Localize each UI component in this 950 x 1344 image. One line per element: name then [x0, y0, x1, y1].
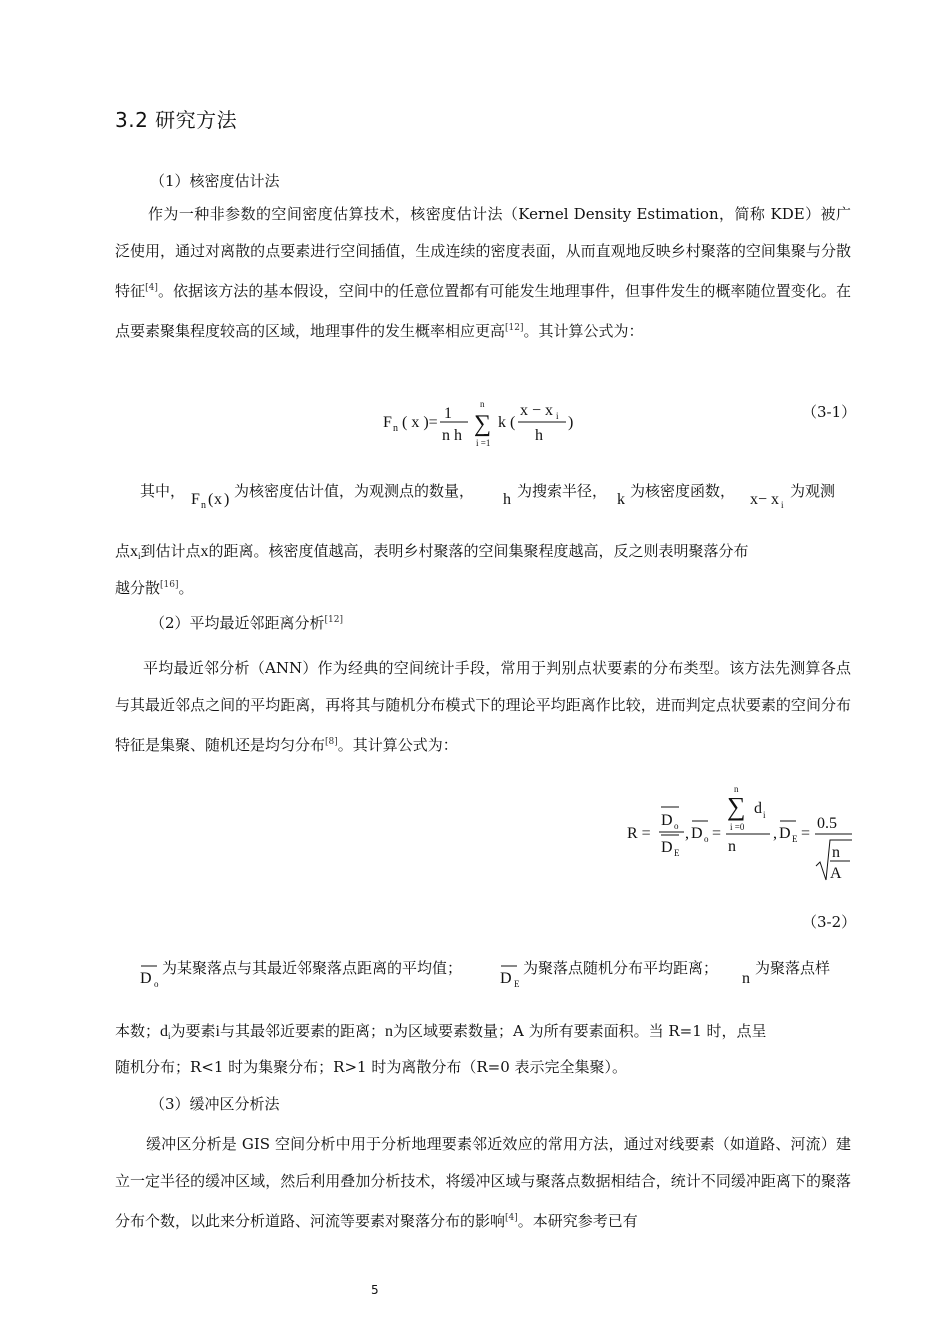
ann-para-a: 平均最近邻分析（ANN）作为经典的空间统计手段，常用于判别点状要素的分布类型。该方法先测算各点与其最近邻点之间的平均距离，再将其与随机分布模式下的理论平均距离作比较，进而判定点状要素的空间分布特征是集聚、随机还是均匀分布	[115, 659, 851, 754]
kde-where2-b: 到估计点	[140, 542, 201, 560]
svg-text:o: o	[704, 834, 709, 844]
svg-text:,: ,	[773, 825, 777, 842]
kde-para1-a: 作为一种非参数的空间密度估算技术，核密度估计法（Kernel Density Estimation，简称 KDE）被广泛使用，通过对离散的点要素进行空间插值，生成连续的密度表面，从而直观地反映乡村聚落的空间集聚与分散特征	[115, 205, 851, 300]
citation: [4]	[145, 283, 158, 293]
svg-text:n: n	[742, 970, 750, 987]
kde-where-lead: 其中，	[140, 482, 186, 500]
symbol-d-e-bar	[497, 958, 525, 990]
ann-paragraph	[115, 650, 851, 764]
ann-title-text: （2）平均最近邻距离分析	[150, 614, 325, 632]
ann-def-t2: 为聚落点随机分布平均距离；	[523, 959, 719, 977]
symbol-x-minus-xi	[745, 482, 791, 512]
kde-where-t2: 为搜索半径，	[517, 482, 608, 500]
svg-text:o: o	[154, 979, 159, 989]
svg-text:D: D	[691, 825, 703, 842]
svg-text:i =1: i =1	[476, 438, 491, 448]
buffer-para-end: 。本研究参考已有	[517, 1212, 638, 1230]
svg-text:i: i	[781, 500, 784, 510]
ann-def2-d: 为区域要素数量；A 为所有要素面积。当 R=1 时，点呈	[393, 1022, 767, 1040]
kde-where-t3: 为核密度函数，	[630, 482, 736, 500]
svg-text:(: (	[208, 491, 214, 508]
svg-text:=: =	[712, 825, 722, 842]
citation: [16]	[160, 580, 179, 590]
kde-where2-c: 的距离。核密度值越高，表明乡村聚落的空间集聚程度越高，反之则表明聚落分布	[208, 542, 749, 560]
ann-def-t1: 为某聚落点与其最近邻聚落点距离的平均值；	[162, 959, 463, 977]
svg-text:i =0: i =0	[730, 822, 745, 832]
svg-text:n h: n h	[442, 427, 462, 444]
kde-where2: 点$x_i$到估计点x的距离。核密度值越高，表明乡村聚落的空间集聚程度越高，反之则表明聚落分布	[115, 542, 749, 561]
svg-text:n: n	[201, 500, 206, 511]
svg-text:i: i	[556, 411, 559, 421]
equation-number: （3-1）	[802, 403, 857, 421]
kde-para1-b: 。依据该方法的基本假设，空间中的任意位置都有可能发生地理事件，但事件发生的概率随位置变化。在点要素聚集程度较高的区域，地理事件的发生概率相应更高	[115, 282, 851, 340]
ann-def2-a: 本数；	[115, 1022, 161, 1040]
svg-text:R =: R =	[627, 825, 651, 842]
svg-text:( x )=: ( x )=	[402, 414, 438, 431]
svg-text:x − x: x − x	[520, 402, 554, 419]
svg-text:=: =	[801, 825, 811, 842]
symbol-fn-x	[188, 482, 234, 512]
svg-text:F: F	[191, 491, 200, 508]
svg-text:,: ,	[685, 825, 689, 842]
svg-text:D: D	[661, 812, 673, 829]
svg-text:D: D	[661, 839, 673, 856]
citation: [8]	[325, 737, 338, 747]
ann-def-t3: 为聚落点样	[755, 959, 831, 977]
svg-text:1: 1	[444, 405, 452, 422]
svg-text:F: F	[383, 414, 392, 431]
svg-text:A: A	[830, 865, 842, 882]
svg-text:d: d	[754, 800, 762, 817]
svg-text:n: n	[728, 838, 736, 855]
symbol-d-o-bar	[137, 958, 165, 990]
svg-text:n: n	[832, 844, 840, 861]
ann-equation	[620, 778, 855, 888]
section-heading: 3.2 研究方法	[115, 108, 238, 132]
kde-where3-text: 越分散	[115, 579, 161, 597]
svg-text:n: n	[734, 784, 739, 794]
equation-number: （3-2）	[802, 913, 857, 931]
ann-title	[150, 612, 343, 633]
svg-text:k (: k (	[498, 414, 516, 431]
svg-text:i: i	[763, 810, 766, 820]
citation: [12]	[324, 615, 344, 625]
kde-equation	[370, 392, 610, 452]
svg-text:∑: ∑	[727, 792, 746, 821]
ann-def2-c: 与其最邻近要素的距离；	[220, 1022, 386, 1040]
citation: [12]	[505, 323, 524, 333]
citation: [4]	[505, 1213, 518, 1223]
kde-where-t4: 为观测	[790, 482, 836, 500]
ann-def3: 随机分布；R<1 时为集聚分布；R>1 时为离散分布（R=0 表示完全集聚）。	[115, 1058, 628, 1076]
svg-text:0.5: 0.5	[817, 815, 837, 832]
svg-text:h: h	[503, 491, 511, 508]
ann-def2-b: 为要素	[170, 1022, 216, 1040]
kde-where-t1: 为核密度估计值，为观测点的数量，	[234, 482, 475, 500]
symbol-h	[500, 482, 518, 512]
svg-text:E: E	[674, 848, 680, 858]
svg-text:k: k	[617, 491, 625, 508]
kde-para1-c: 。其计算公式为：	[523, 322, 644, 340]
svg-text:D: D	[500, 970, 512, 987]
svg-text:D: D	[140, 970, 152, 987]
buffer-para: 缓冲区分析是 GIS 空间分析中用于分析地理要素邻近效应的常用方法，通过对线要素（如道路、河流）建立一定半径的缓冲区域，然后利用叠加分析技术，将缓冲区域与聚落点数据相结合，统计不同缓冲距离下的聚落分布个数，以此来分析道路、河流等要素对聚落分布的影响	[115, 1135, 851, 1230]
kde-where3	[115, 577, 194, 598]
svg-text:x− x: x− x	[750, 491, 780, 508]
svg-text:x: x	[214, 491, 222, 508]
buffer-title: （3）缓冲区分析法	[150, 1095, 280, 1113]
svg-text:D: D	[779, 825, 791, 842]
buffer-paragraph	[115, 1126, 851, 1240]
svg-text:n: n	[393, 423, 398, 434]
kde-where2-a: 点	[115, 542, 131, 560]
kde-paragraph	[115, 196, 851, 350]
svg-text:o: o	[674, 821, 679, 831]
page-number: 5	[371, 1283, 379, 1297]
svg-text:h: h	[535, 427, 543, 444]
kde-where3-end: 。	[178, 579, 194, 597]
ann-def2: 本数；$d_i$为要素i与其最邻近要素的距离；n为区域要素数量；A 为所有要素面积。当 R=1 时，点呈	[115, 1022, 767, 1041]
svg-text:n: n	[480, 399, 485, 409]
svg-text:): )	[224, 491, 230, 508]
svg-text:E: E	[514, 979, 520, 989]
ann-para-b: 。其计算公式为：	[337, 736, 458, 754]
svg-text:E: E	[792, 834, 798, 844]
svg-text:): )	[568, 414, 574, 431]
kde-title: （1）核密度估计法	[150, 172, 280, 190]
svg-text:∑: ∑	[474, 411, 492, 437]
